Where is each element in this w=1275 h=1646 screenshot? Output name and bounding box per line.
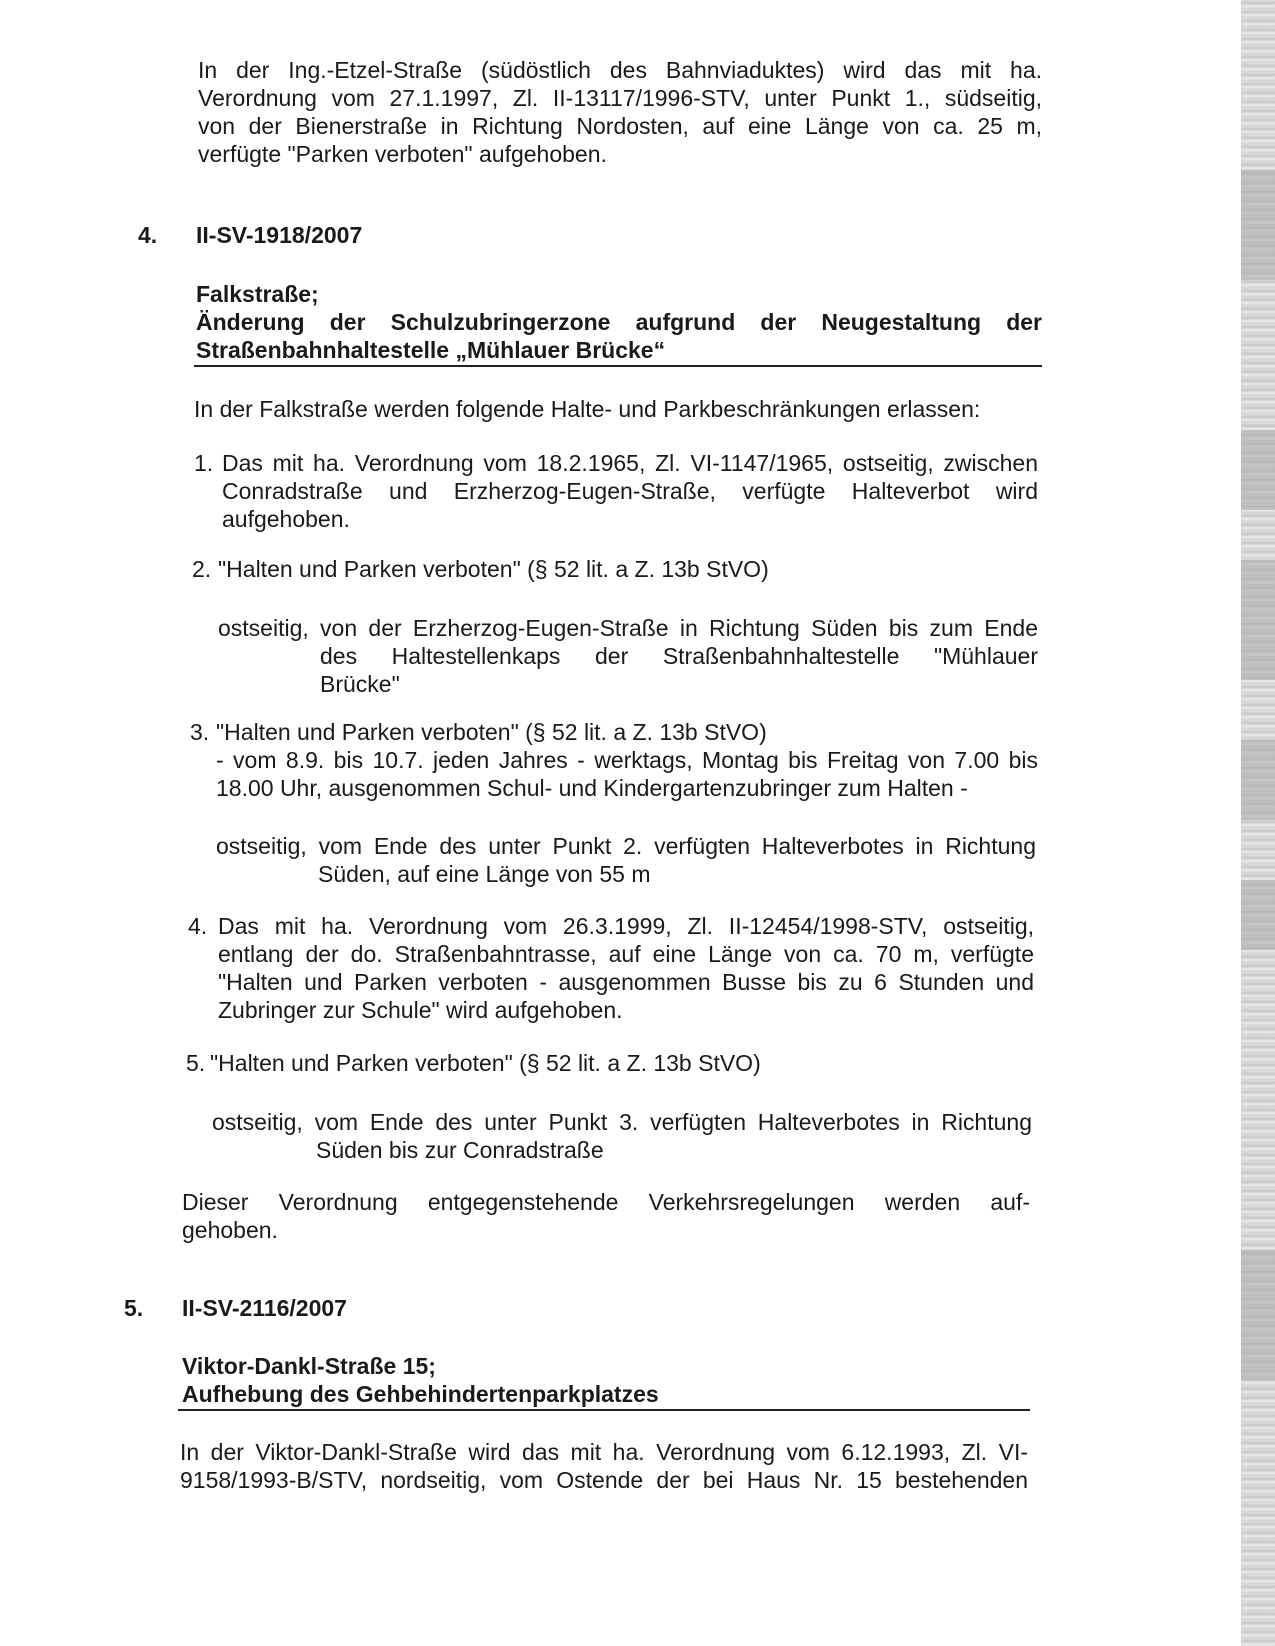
title-line: Falkstraße; bbox=[196, 281, 319, 307]
section-title bbox=[182, 1352, 1028, 1408]
item-number: 2. bbox=[192, 556, 212, 582]
text-line: ostseitig, vom Ende des unter Punkt 2. verfügten Halteverbotes in Richtung bbox=[216, 833, 1036, 859]
text-line: des Haltestellenkaps der Straßenbahnhaltestelle "Mühlauer bbox=[320, 643, 1038, 669]
text-line: Süden bis zur Conradstraße bbox=[316, 1137, 604, 1163]
case-id: II-SV-2116/2007 bbox=[182, 1295, 347, 1321]
text-line: Conradstraße und Erzherzog-Eugen-Straße, verfügte Halteverbot wird bbox=[222, 478, 1038, 504]
text-line: ostseitig, vom Ende des unter Punkt 3. verfügten Halteverbotes in Richtung bbox=[212, 1109, 1032, 1135]
title-underline bbox=[178, 1409, 1030, 1411]
text-line: Zubringer zur Schule" wird aufgehoben. bbox=[218, 997, 623, 1023]
text-line: Das mit ha. Verordnung vom 26.3.1999, Zl. II-12454/1998-STV, ostseitig, bbox=[218, 913, 1034, 939]
scan-edge-artifact bbox=[1241, 0, 1275, 1646]
item-number: 4. bbox=[188, 913, 208, 939]
text-line: Brücke" bbox=[320, 671, 400, 697]
item-number: 5. bbox=[186, 1050, 206, 1076]
item-number: 3. bbox=[190, 719, 210, 745]
text-line: Das mit ha. Verordnung vom 18.2.1965, Zl. VI-1147/1965, ostseitig, zwischen bbox=[222, 450, 1038, 476]
title-underline bbox=[194, 365, 1042, 367]
title-line: Straßenbahnhaltestelle „Mühlauer Brücke“ bbox=[196, 337, 666, 363]
text-line: 18.00 Uhr, ausgenommen Schul- und Kindergartenzubringer zum Halten - bbox=[216, 775, 968, 801]
item-3-text bbox=[216, 718, 1038, 802]
text-line: "Halten und Parken verboten - ausgenommen Busse bis zu 6 Stunden und bbox=[218, 969, 1034, 995]
text-line: In der Viktor-Dankl-Straße wird das mit ha. Verordnung vom 6.12.1993, Zl. VI- bbox=[180, 1439, 1028, 1465]
text-line: - vom 8.9. bis 10.7. jeden Jahres - werktags, Montag bis Freitag von 7.00 bis bbox=[216, 747, 1038, 773]
section-intro: In der Falkstraße werden folgende Halte- und Parkbeschränkungen erlassen: bbox=[194, 396, 981, 422]
section-title bbox=[196, 280, 1042, 364]
item-4-text bbox=[218, 912, 1034, 1024]
item-3-detail bbox=[216, 832, 1036, 888]
text-line: Dieser Verordnung entgegenstehende Verkehrsregelungen werden auf- bbox=[182, 1189, 1030, 1215]
item-2-detail bbox=[218, 614, 1038, 698]
title-line: Viktor-Dankl-Straße 15; bbox=[182, 1353, 436, 1379]
text-line: ostseitig, von der Erzherzog-Eugen-Straße in Richtung Süden bis zum Ende bbox=[218, 615, 1038, 641]
item-1-text bbox=[222, 449, 1038, 533]
text-line: Verordnung vom 27.1.1997, Zl. II-13117/1996-STV, unter Punkt 1., südseitig, bbox=[198, 85, 1042, 111]
case-id: II-SV-1918/2007 bbox=[196, 222, 363, 248]
title-line: Änderung der Schulzubringerzone aufgrund der Neugestaltung der bbox=[196, 309, 1042, 335]
title-line: Aufhebung des Gehbehindertenparkplatzes bbox=[182, 1381, 659, 1407]
text-line: "Halten und Parken verboten" (§ 52 lit. a Z. 13b StVO) bbox=[216, 719, 767, 745]
item-5-heading: "Halten und Parken verboten" (§ 52 lit. a Z. 13b StVO) bbox=[210, 1050, 761, 1076]
text-line: aufgehoben. bbox=[222, 506, 350, 532]
intro-paragraph bbox=[198, 56, 1042, 168]
text-line: In der Ing.-Etzel-Straße (südöstlich des Bahnviaduktes) wird das mit ha. bbox=[198, 57, 1042, 83]
section-number: 4. bbox=[138, 222, 158, 248]
item-2-heading: "Halten und Parken verboten" (§ 52 lit. a Z. 13b StVO) bbox=[218, 556, 769, 582]
text-line: gehoben. bbox=[182, 1217, 278, 1243]
section-number: 5. bbox=[124, 1295, 144, 1321]
section-body bbox=[180, 1438, 1028, 1494]
item-5-detail bbox=[212, 1108, 1032, 1164]
section-closing bbox=[182, 1188, 1030, 1244]
text-line: Süden, auf eine Länge von 55 m bbox=[318, 861, 651, 887]
text-line: verfügte "Parken verboten" aufgehoben. bbox=[198, 141, 607, 167]
text-line: 9158/1993-B/STV, nordseitig, vom Ostende der bei Haus Nr. 15 bestehenden bbox=[180, 1467, 1028, 1493]
item-number: 1. bbox=[194, 450, 214, 476]
text-line: entlang der do. Straßenbahntrasse, auf eine Länge von ca. 70 m, verfügte bbox=[218, 941, 1034, 967]
text-line: von der Bienerstraße in Richtung Nordosten, auf eine Länge von ca. 25 m, bbox=[198, 113, 1042, 139]
